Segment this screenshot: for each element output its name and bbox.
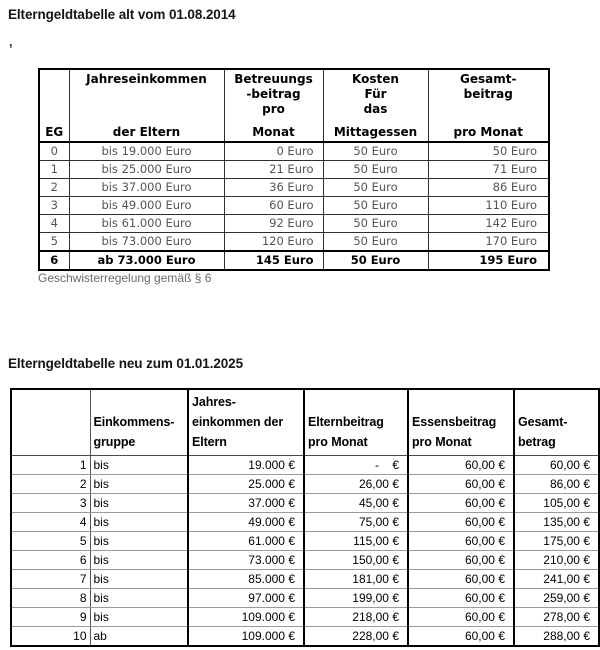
cell-income: bis 37.000 Euro	[69, 179, 224, 197]
cell-parent-fee: - €	[304, 456, 408, 475]
cell-income: bis 61.000 Euro	[69, 215, 224, 233]
header-line: pro Monat	[308, 435, 368, 449]
cell-meal-fee: 60,00 €	[408, 589, 514, 608]
cell-income: bis 19.000 Euro	[69, 142, 224, 161]
table-row	[11, 494, 599, 513]
col-header-income-group	[90, 389, 188, 456]
cell-total-fee: 50 Euro	[428, 142, 549, 161]
cell-group-number: 3	[11, 494, 90, 513]
header-line: Gesamt-	[460, 72, 517, 86]
cell-income: 73.000 €	[188, 551, 304, 570]
cell-parent-fee: 26,00 €	[304, 475, 408, 494]
col-header-care-fee	[224, 69, 323, 142]
cell-group-number: 8	[11, 589, 90, 608]
header-line: Elternbeitrag	[308, 415, 384, 429]
cell-group-number: 10	[11, 627, 90, 647]
table-row	[11, 475, 599, 494]
cell-parent-fee: 199,00 €	[304, 589, 408, 608]
cell-eg: 0	[39, 142, 69, 161]
header-line: das	[363, 102, 388, 116]
col-header-total-fee	[428, 69, 549, 142]
header-line: Gesamt-	[518, 415, 568, 429]
table-row	[11, 570, 599, 589]
table-row	[11, 513, 599, 532]
cell-income: 19.000 €	[188, 456, 304, 475]
col-header-annual-income	[188, 389, 304, 456]
header-line: pro	[262, 102, 285, 116]
cell-lunch-cost: 50 Euro	[323, 197, 428, 215]
page-title-new-table: Elterngeldtabelle neu zum 01.01.2025	[8, 356, 243, 371]
col-header-annual-income	[69, 69, 224, 142]
header-line: Mittagessen	[333, 125, 418, 139]
table-header-row	[11, 389, 599, 456]
cell-group-number: 6	[11, 551, 90, 570]
cell-total-amount: 259,00 €	[514, 589, 599, 608]
table-row-highest-group	[39, 251, 549, 270]
cell-total-fee: 71 Euro	[428, 161, 549, 179]
table-row	[39, 142, 549, 161]
table-row	[39, 161, 549, 179]
header-line: pro Monat	[412, 435, 472, 449]
header-line: beitrag	[463, 87, 513, 101]
cell-income: 109.000 €	[188, 608, 304, 627]
cell-meal-fee: 60,00 €	[408, 475, 514, 494]
cell-group-number: 1	[11, 456, 90, 475]
cell-group-number: 9	[11, 608, 90, 627]
header-line: Eltern	[192, 435, 227, 449]
cell-total-amount: 60,00 €	[514, 456, 599, 475]
cell-care-fee: 92 Euro	[224, 215, 323, 233]
cell-total-amount: 241,00 €	[514, 570, 599, 589]
header-line: Für	[364, 87, 387, 101]
header-line: einkommen der	[192, 415, 284, 429]
cell-lunch-cost: 50 Euro	[323, 251, 428, 270]
cell-income: 37.000 €	[188, 494, 304, 513]
cell-comparator: bis	[90, 551, 188, 570]
cell-meal-fee: 60,00 €	[408, 456, 514, 475]
header-line: Kosten	[352, 72, 399, 86]
cell-meal-fee: 60,00 €	[408, 532, 514, 551]
header-line: -beitrag	[246, 87, 301, 101]
cell-group-number: 7	[11, 570, 90, 589]
cell-lunch-cost: 50 Euro	[323, 179, 428, 197]
cell-parent-fee: 228,00 €	[304, 627, 408, 647]
sibling-rule-footnote: Geschwisterregelung gemäß § 6	[38, 271, 212, 285]
cell-income: 85.000 €	[188, 570, 304, 589]
header-line: betrag	[518, 435, 556, 449]
cell-total-fee: 142 Euro	[428, 215, 549, 233]
cell-eg: 5	[39, 233, 69, 252]
cell-total-fee: 170 Euro	[428, 233, 549, 252]
cell-total-fee: 110 Euro	[428, 197, 549, 215]
cell-total-fee: 195 Euro	[428, 251, 549, 270]
cell-care-fee: 36 Euro	[224, 179, 323, 197]
cell-income: bis 25.000 Euro	[69, 161, 224, 179]
cell-care-fee: 60 Euro	[224, 197, 323, 215]
cell-eg: 4	[39, 215, 69, 233]
cell-income: 97.000 €	[188, 589, 304, 608]
cell-care-fee: 0 Euro	[224, 142, 323, 161]
table-row	[11, 532, 599, 551]
cell-group-number: 2	[11, 475, 90, 494]
cell-eg: 6	[39, 251, 69, 270]
cell-meal-fee: 60,00 €	[408, 570, 514, 589]
stray-comma-text: ,	[9, 34, 13, 49]
cell-total-amount: 288,00 €	[514, 627, 599, 647]
table-row	[11, 608, 599, 627]
table-row	[39, 179, 549, 197]
table-row	[11, 627, 599, 647]
cell-comparator: bis	[90, 589, 188, 608]
table-row	[11, 589, 599, 608]
col-header-total-amount	[514, 389, 599, 456]
fee-table-2025	[10, 388, 600, 647]
cell-income: 61.000 €	[188, 532, 304, 551]
cell-lunch-cost: 50 Euro	[323, 142, 428, 161]
cell-parent-fee: 75,00 €	[304, 513, 408, 532]
cell-comparator: bis	[90, 532, 188, 551]
table-row	[39, 233, 549, 252]
header-line: der Eltern	[112, 125, 181, 139]
cell-total-amount: 278,00 €	[514, 608, 599, 627]
cell-care-fee: 21 Euro	[224, 161, 323, 179]
header-line: gruppe	[93, 435, 136, 449]
cell-income: 49.000 €	[188, 513, 304, 532]
header-line: pro Monat	[453, 125, 523, 139]
table-row	[39, 197, 549, 215]
cell-comparator: bis	[90, 475, 188, 494]
table-row	[39, 215, 549, 233]
cell-total-amount: 210,00 €	[514, 551, 599, 570]
cell-eg: 1	[39, 161, 69, 179]
cell-comparator: bis	[90, 456, 188, 475]
page-title-old-table: Elterngeldtabelle alt vom 01.08.2014	[8, 7, 236, 22]
col-header-eg	[39, 69, 69, 142]
cell-meal-fee: 60,00 €	[408, 494, 514, 513]
cell-total-amount: 135,00 €	[514, 513, 599, 532]
header-line: Monat	[252, 125, 295, 139]
table-row	[11, 551, 599, 570]
col-header-parent-fee	[304, 389, 408, 456]
cell-total-amount: 105,00 €	[514, 494, 599, 513]
cell-comparator: bis	[90, 494, 188, 513]
cell-income: ab 73.000 Euro	[69, 251, 224, 270]
header-line: Betreuungs	[234, 72, 313, 86]
header-line: EG	[45, 125, 64, 139]
cell-income: 109.000 €	[188, 627, 304, 647]
col-header-lunch-cost	[323, 69, 428, 142]
cell-parent-fee: 45,00 €	[304, 494, 408, 513]
header-line: Jahreseinkommen	[86, 72, 207, 86]
cell-lunch-cost: 50 Euro	[323, 233, 428, 252]
cell-income: bis 49.000 Euro	[69, 197, 224, 215]
cell-comparator: bis	[90, 608, 188, 627]
cell-total-amount: 175,00 €	[514, 532, 599, 551]
cell-parent-fee: 181,00 €	[304, 570, 408, 589]
table-header-row	[39, 69, 549, 142]
header-line: Einkommens-	[93, 415, 175, 429]
cell-care-fee: 120 Euro	[224, 233, 323, 252]
header-empty-cell	[11, 389, 90, 456]
cell-comparator: bis	[90, 570, 188, 589]
cell-meal-fee: 60,00 €	[408, 608, 514, 627]
col-header-meal-fee	[408, 389, 514, 456]
table-row	[11, 456, 599, 475]
cell-lunch-cost: 50 Euro	[323, 215, 428, 233]
cell-meal-fee: 60,00 €	[408, 513, 514, 532]
cell-meal-fee: 60,00 €	[408, 627, 514, 647]
cell-comparator: ab	[90, 627, 188, 647]
cell-income: bis 73.000 Euro	[69, 233, 224, 252]
cell-parent-fee: 115,00 €	[304, 532, 408, 551]
cell-parent-fee: 150,00 €	[304, 551, 408, 570]
header-line: Jahres-	[192, 395, 236, 409]
fee-table-2014	[38, 68, 550, 271]
cell-total-amount: 86,00 €	[514, 475, 599, 494]
cell-eg: 3	[39, 197, 69, 215]
cell-care-fee: 145 Euro	[224, 251, 323, 270]
header-line: Essensbeitrag	[412, 415, 497, 429]
cell-eg: 2	[39, 179, 69, 197]
cell-comparator: bis	[90, 513, 188, 532]
cell-total-fee: 86 Euro	[428, 179, 549, 197]
cell-lunch-cost: 50 Euro	[323, 161, 428, 179]
cell-group-number: 5	[11, 532, 90, 551]
cell-parent-fee: 218,00 €	[304, 608, 408, 627]
cell-meal-fee: 60,00 €	[408, 551, 514, 570]
cell-income: 25.000 €	[188, 475, 304, 494]
cell-group-number: 4	[11, 513, 90, 532]
